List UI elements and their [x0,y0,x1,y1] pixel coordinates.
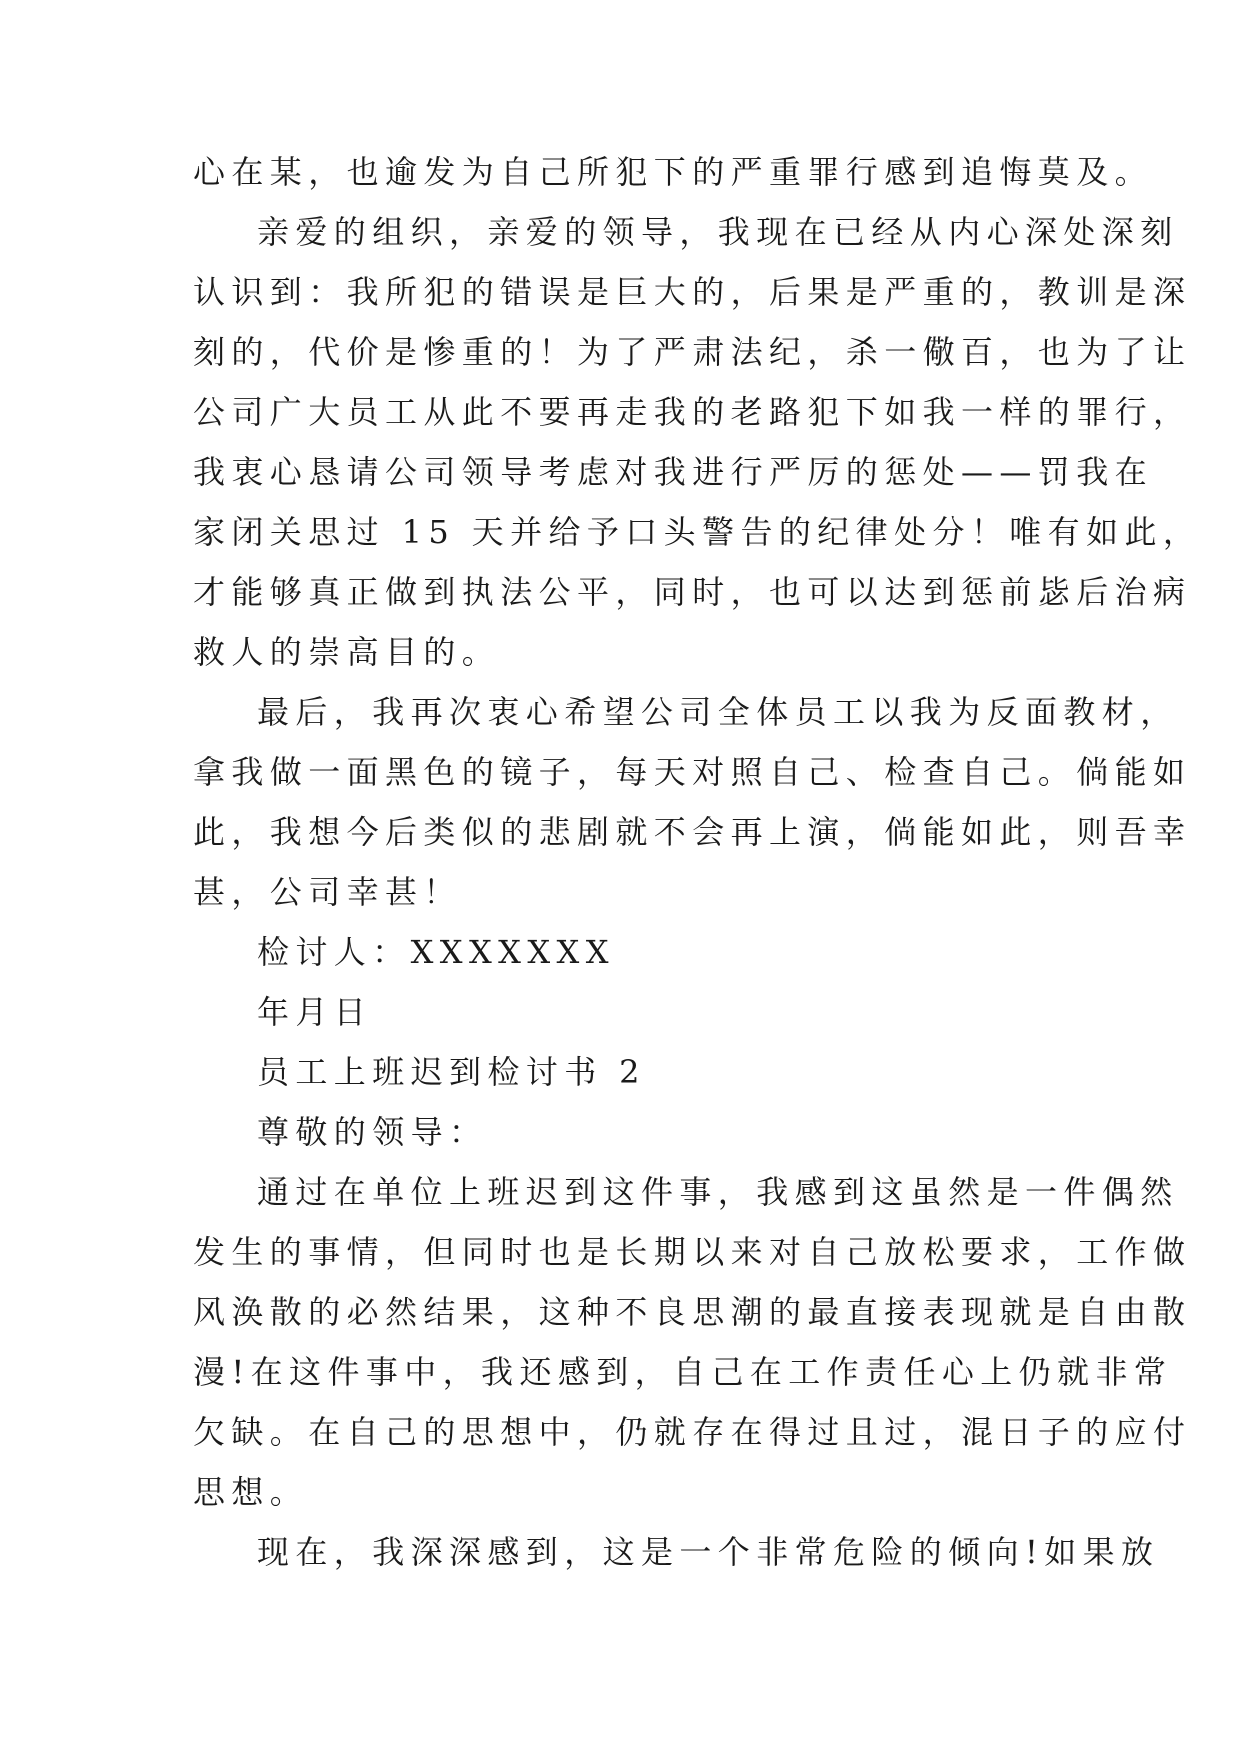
text-line: 通过在单位上班迟到这件事，我感到这虽然是一件偶然 [257,1173,1179,1211]
text-line: 我衷心恳请公司领导考虑对我进行严厉的惩处——罚我在 [193,453,1154,491]
text-line: 现在，我深深感到，这是一个非常危险的倾向!如果放 [257,1533,1160,1571]
text-line: 此，我想今后类似的悲剧就不会再上演，倘能如此，则吾幸 [193,813,1192,851]
text-line: 思想。 [193,1473,309,1511]
text-line: 公司广大员工从此不要再走我的老路犯下如我一样的罪行， [193,393,1192,431]
text-line: 甚，公司幸甚！ [193,873,462,911]
text-line: 拿我做一面黑色的镜子，每天对照自己、检查自己。倘能如 [193,753,1192,791]
text-line: 风涣散的必然结果，这种不良思潮的最直接表现就是自由散 [193,1293,1192,1331]
date-line: 年月日 [257,993,373,1031]
signature-line: 检讨人：XXXXXXX [257,933,615,971]
text-line: 刻的，代价是惨重的！为了严肃法纪，杀一儆百，也为了让 [193,333,1192,371]
text-line: 最后，我再次衷心希望公司全体员工以我为反面教材， [257,693,1179,731]
text-line: 救人的崇高目的。 [193,633,501,671]
text-line: 亲爱的组织，亲爱的领导，我现在已经从内心深处深刻 [257,213,1179,251]
text-line: 欠缺。在自己的思想中，仍就存在得过且过，混日子的应付 [193,1413,1192,1451]
text-line: 心在某，也逾发为自己所犯下的严重罪行感到追悔莫及。 [193,153,1154,191]
text-line: 家闭关思过 15 天并给予口头警告的纪律处分！唯有如此， [193,513,1202,551]
text-line: 发生的事情，但同时也是长期以来对自己放松要求，工作做 [193,1233,1192,1271]
salutation: 尊敬的领导： [257,1113,488,1151]
section-title: 员工上班迟到检讨书 2 [257,1053,646,1091]
text-line: 漫!在这件事中，我还感到，自己在工作责任心上仍就非常 [193,1353,1173,1391]
text-line: 认识到：我所犯的错误是巨大的，后果是严重的，教训是深 [193,273,1192,311]
text-line: 才能够真正做到执法公平，同时，也可以达到惩前毖后治病 [193,573,1192,611]
